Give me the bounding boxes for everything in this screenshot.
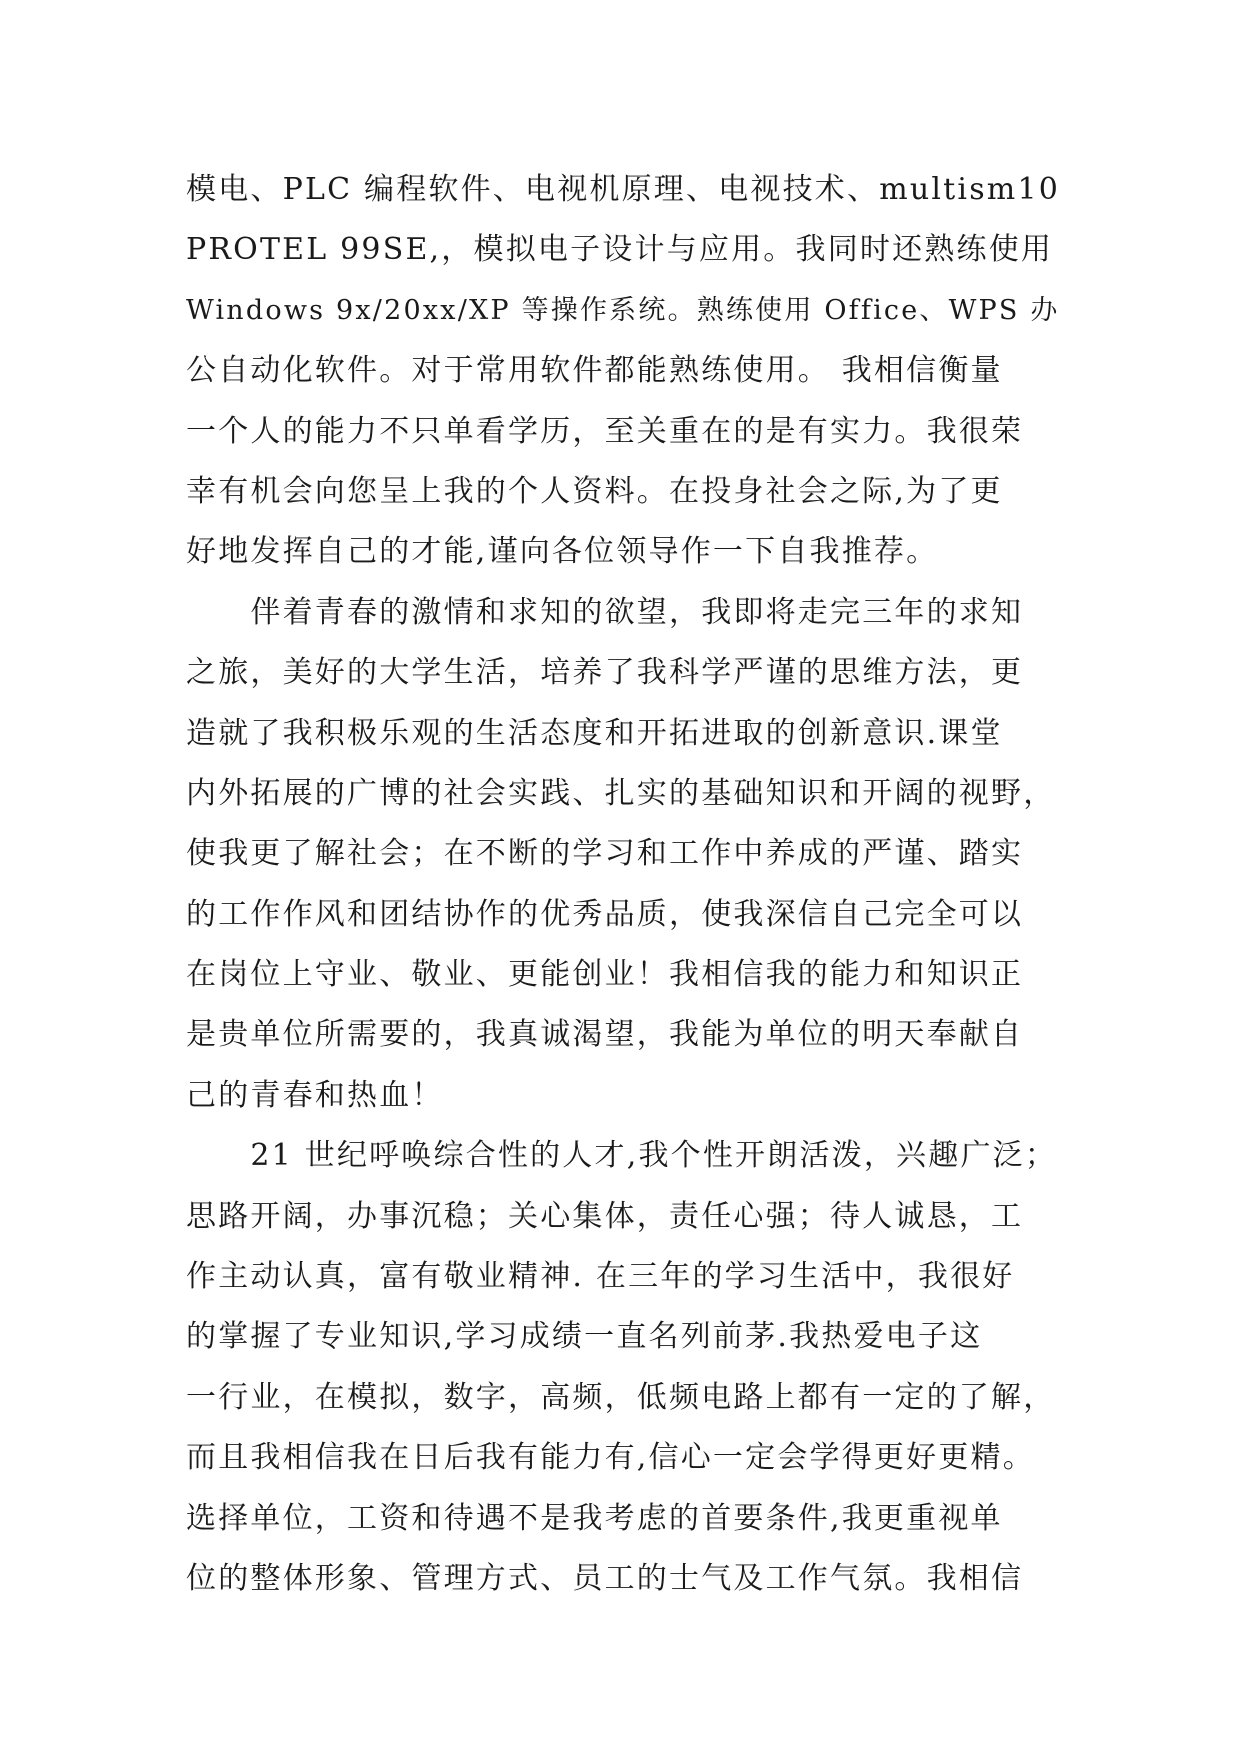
text-line: 幸有机会向您呈上我的个人资料。在投身社会之际,为了更	[186, 473, 1003, 509]
body-text	[186, 160, 1066, 1609]
text-line: 是贵单位所需要的，我真诚渴望，我能为单位的明天奉献自	[186, 1017, 1024, 1053]
text-line: 之旅，美好的大学生活，培养了我科学严谨的思维方法，更	[186, 655, 1024, 691]
text-line: 内外拓展的广博的社会实践、扎实的基础知识和开阔的视野，	[186, 775, 1056, 811]
text-line: 好地发挥自己的才能,谨向各位领导作一下自我推荐。	[186, 534, 939, 570]
text-line: 己的青春和热血！	[186, 1077, 444, 1113]
text-line: 一行业，在模拟，数字，高频，低频电路上都有一定的了解，	[186, 1379, 1056, 1415]
text-line: 作主动认真，富有敬业精神. 在三年的学习生活中，我很好	[186, 1259, 1015, 1295]
text-line: 公自动化软件。对于常用软件都能熟练使用。 我相信衡量	[186, 353, 1003, 389]
text-line: 的工作作风和团结协作的优秀品质，使我深信自己完全可以	[186, 896, 1024, 932]
text-line: PROTEL 99SE,，模拟电子设计与应用。我同时还熟练使用	[186, 232, 1054, 268]
text-line: 而且我相信我在日后我有能力有,信心一定会学得更好更精。	[186, 1440, 1035, 1476]
text-line: 模电、PLC 编程软件、电视机原理、电视技术、multism10	[186, 172, 1061, 207]
text-line: 一个人的能力不只单看学历，至关重在的是有实力。我很荣	[186, 413, 1024, 449]
text-line: Windows 9x/20xx/XP 等操作系统。熟练使用 Office、WPS 办	[186, 294, 1060, 326]
text-line: 在岗位上守业、敬业、更能创业！我相信我的能力和知识正	[186, 957, 1024, 993]
text-line: 21 世纪呼唤综合性的人才,我个性开朗活泼，兴趣广泛；	[186, 1138, 1058, 1174]
text-line: 思路开阔，办事沉稳；关心集体，责任心强；待人诚恳，工	[186, 1198, 1024, 1234]
text-line: 位的整体形象、管理方式、员工的士气及工作气氛。我相信	[186, 1560, 1024, 1596]
text-line: 的掌握了专业知识,学习成绩一直名列前茅.我热爱电子这	[186, 1319, 983, 1355]
text-line: 选择单位，工资和待遇不是我考虑的首要条件,我更重视单	[186, 1500, 1003, 1536]
text-line: 使我更了解社会；在不断的学习和工作中养成的严谨、踏实	[186, 836, 1024, 872]
text-line: 造就了我积极乐观的生活态度和开拓进取的创新意识.课堂	[186, 715, 1003, 751]
text-line: 伴着青春的激情和求知的欲望，我即将走完三年的求知	[186, 594, 1024, 630]
